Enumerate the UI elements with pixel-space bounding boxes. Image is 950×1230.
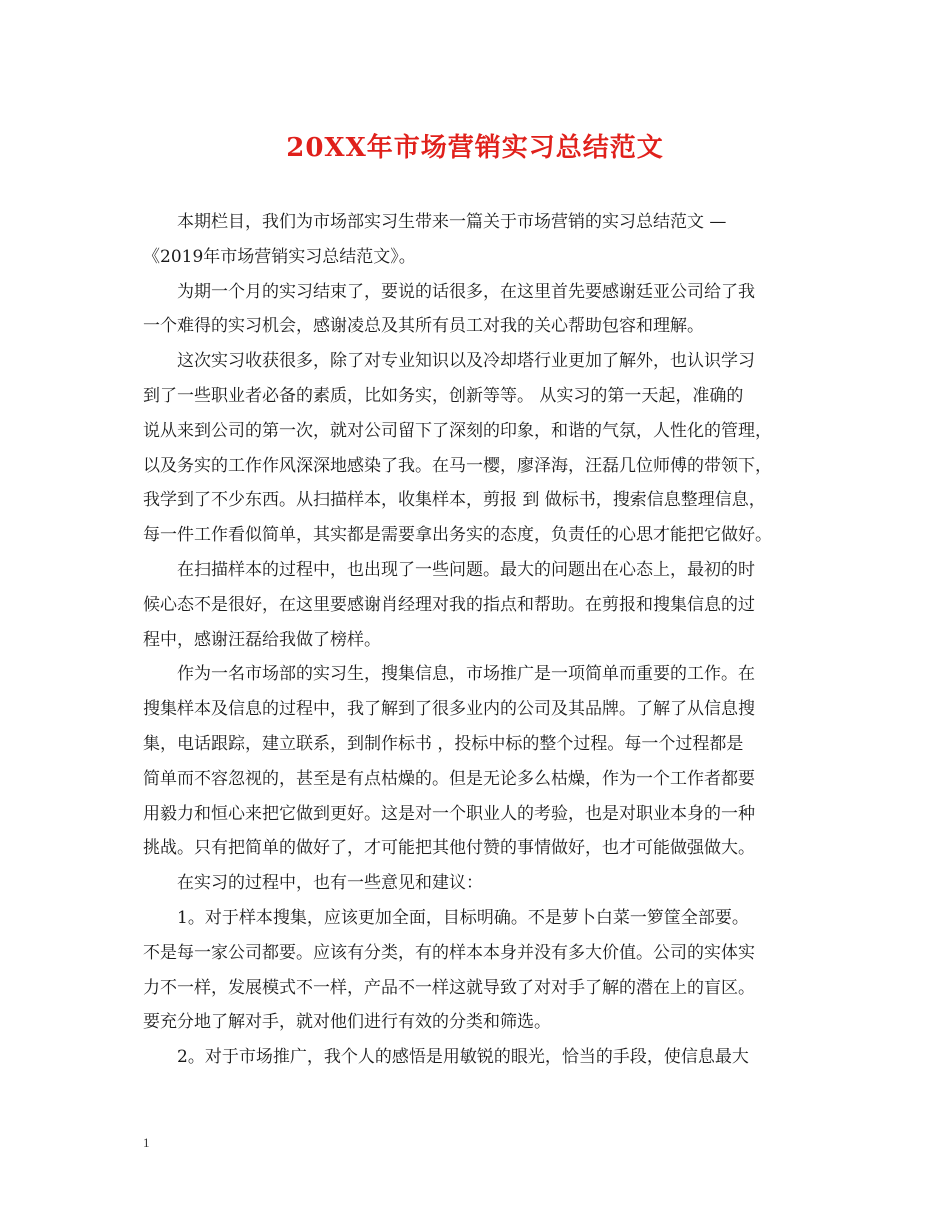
text-line: 说从来到公司的第一次，就对公司留下了深刻的印象，和谐的气氛，人性化的管理， xyxy=(143,420,772,441)
document-body xyxy=(143,205,813,1075)
text-line: 这次实习收获很多，除了对专业知识以及冷却塔行业更加了解外，也认识学习 xyxy=(177,351,755,372)
text-line: 一个难得的实习机会，感谢凌总及其所有员工对我的关心帮助包容和理解。 xyxy=(143,316,704,337)
text-line: 挑战。只有把简单的做好了，才可能把其他付赞的事情做好，也才可能做强做大。 xyxy=(143,838,755,859)
text-line: 以及务实的工作作风深深地感染了我。在马一樱，廖泽海，汪磊几位师傅的带领下， xyxy=(143,455,772,476)
text-line: 搜集样本及信息的过程中，我了解到了很多业内的公司及其品牌。了解了从信息搜 xyxy=(143,699,755,720)
text-line: 《2019年市场营销实习总结范文》。 xyxy=(143,246,416,267)
text-line: 到了一些职业者必备的素质，比如务实，创新等等。 从实习的第一天起，准确的 xyxy=(143,385,744,406)
text-line: 要充分地了解对手，就对他们进行有效的分类和筛选。 xyxy=(143,1012,551,1033)
text-line: 用毅力和恒心来把它做到更好。这是对一个职业人的考验，也是对职业本身的一种 xyxy=(143,803,755,824)
text-line: 本期栏目，我们为市场部实习生带来一篇关于市场营销的实习总结范文 — xyxy=(177,212,727,232)
text-line: 候心态不是很好，在这里要感谢肖经理对我的指点和帮助。在剪报和搜集信息的过 xyxy=(143,594,755,615)
text-line: 在扫描样本的过程中，也出现了一些问题。最大的问题出在心态上，最初的时 xyxy=(177,559,755,580)
text-line: 程中，感谢汪磊给我做了榜样。 xyxy=(143,629,381,650)
text-line: 作为一名市场部的实习生，搜集信息，市场推广是一项简单而重要的工作。在 xyxy=(177,664,755,685)
text-line: 集，电话跟踪，建立联系，到制作标书 ，投标中标的整个过程。每一个过程都是 xyxy=(143,733,744,754)
text-line: 2。对于市场推广，我个人的感悟是用敏锐的眼光，恰当的手段，使信息最大 xyxy=(177,1047,749,1068)
text-line: 不是每一家公司都要。应该有分类，有的样本本身并没有多大价值。公司的实体实 xyxy=(143,942,755,963)
text-line: 在实习的过程中，也有一些意见和建议： xyxy=(177,873,483,894)
text-line: 每一件工作看似简单，其实都是需要拿出务实的态度，负责任的心思才能把它做好。 xyxy=(143,525,772,546)
text-line: 简单而不容忽视的，甚至是有点枯燥的。但是无论多么枯燥，作为一个工作者都要 xyxy=(143,768,755,789)
text-line: 1。对于样本搜集，应该更加全面，目标明确。不是萝卜白菜一箩筐全部要。 xyxy=(177,907,749,928)
text-line: 为期一个月的实习结束了，要说的话很多，在这里首先要感谢廷亚公司给了我 xyxy=(177,281,755,302)
text-line: 我学到了不少东西。从扫描样本，收集样本，剪报 到 做标书，搜索信息整理信息， xyxy=(143,490,766,511)
page-number: 1 xyxy=(143,1135,150,1150)
document-title: 20XX年市场营销实习总结范文 xyxy=(286,133,664,163)
text-line: 力不一样，发展模式不一样，产品不一样这就导致了对对手了解的潜在上的盲区。 xyxy=(143,977,755,998)
